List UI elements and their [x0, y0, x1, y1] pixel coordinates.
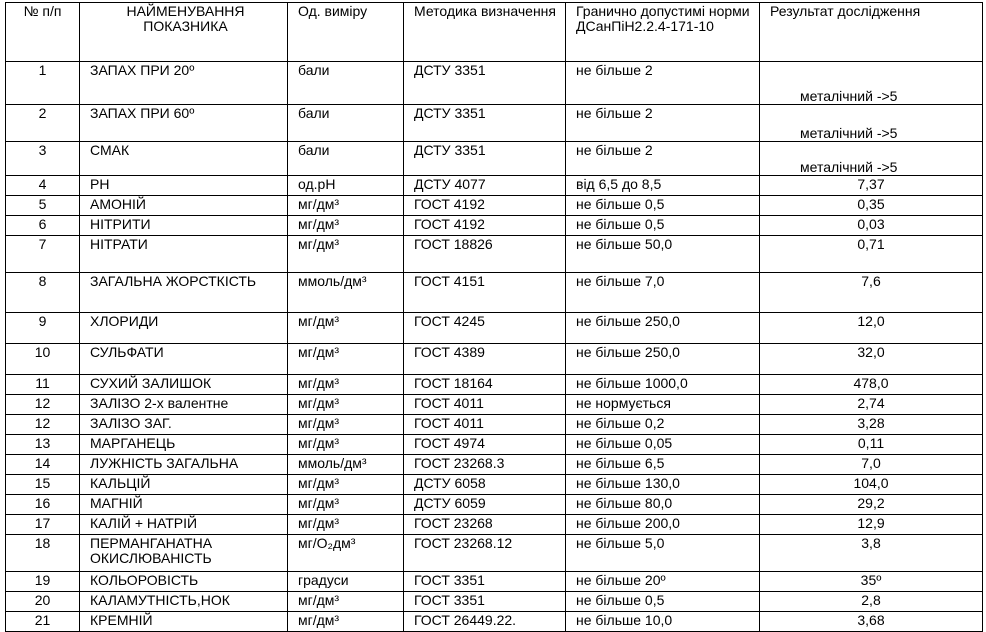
- row-method: ГОСТ 18164: [404, 375, 566, 395]
- row-name: МАГНІЙ: [80, 495, 288, 515]
- row-limit: не більше 200,0: [566, 515, 760, 535]
- row-limit: не більше 20º: [566, 572, 760, 592]
- table-row: [6, 395, 983, 415]
- row-name: СУХИЙ ЗАЛИШОК: [80, 375, 288, 395]
- table-row: [6, 236, 983, 273]
- row-number: 4: [6, 176, 80, 196]
- row-number: 11: [6, 375, 80, 395]
- row-number: 2: [6, 105, 80, 142]
- row-name: ЗАГАЛЬНА ЖОРСТКІСТЬ: [80, 273, 288, 313]
- table-row: [6, 475, 983, 495]
- row-result: 35º: [760, 572, 983, 592]
- table-header-row: [6, 3, 983, 62]
- row-method: ГОСТ 3351: [404, 572, 566, 592]
- row-unit: мг/дм³: [288, 592, 404, 612]
- row-name: ХЛОРИДИ: [80, 313, 288, 344]
- table-row: [6, 176, 983, 196]
- row-number: 12: [6, 395, 80, 415]
- row-number: 8: [6, 273, 80, 313]
- row-number: 15: [6, 475, 80, 495]
- row-unit: мг/дм³: [288, 344, 404, 375]
- row-result: металічний ->5: [760, 142, 983, 176]
- row-name: СМАК: [80, 142, 288, 176]
- row-result: 12,9: [760, 515, 983, 535]
- row-method: ГОСТ 4192: [404, 196, 566, 216]
- row-unit: мг/дм³: [288, 435, 404, 455]
- row-result: 12,0: [760, 313, 983, 344]
- row-result: 104,0: [760, 475, 983, 495]
- row-limit: не більше 0,5: [566, 592, 760, 612]
- row-unit: мг/дм³: [288, 612, 404, 632]
- row-method: ГОСТ 4389: [404, 344, 566, 375]
- row-method: ДСТУ 4077: [404, 176, 566, 196]
- row-number: 9: [6, 313, 80, 344]
- row-name: КАЛЬЦІЙ: [80, 475, 288, 495]
- table-row: [6, 216, 983, 236]
- row-method: ГОСТ 26449.22.: [404, 612, 566, 632]
- row-name: КАЛІЙ + НАТРІЙ: [80, 515, 288, 535]
- row-name: СУЛЬФАТИ: [80, 344, 288, 375]
- row-limit: не більше 1000,0: [566, 375, 760, 395]
- row-limit: не більше 50,0: [566, 236, 760, 273]
- row-limit: не більше 5,0: [566, 535, 760, 572]
- row-result: 0,11: [760, 435, 983, 455]
- row-method: ДСТУ 3351: [404, 62, 566, 105]
- row-number: 1: [6, 62, 80, 105]
- row-limit: не більше 10,0: [566, 612, 760, 632]
- table-row: [6, 455, 983, 475]
- row-limit: не більше 80,0: [566, 495, 760, 515]
- row-unit: мг/дм³: [288, 515, 404, 535]
- row-number: 16: [6, 495, 80, 515]
- header-limit: Гранично допустимі норми ДСанПіН2.2.4-171-10: [566, 3, 760, 62]
- row-limit: не більше 2: [566, 62, 760, 105]
- row-result: 2,74: [760, 395, 983, 415]
- table-row: [6, 375, 983, 395]
- row-unit: бали: [288, 142, 404, 176]
- header-name: НАЙМЕНУВАННЯ ПОКАЗНИКА: [80, 3, 288, 62]
- row-limit: не більше 7,0: [566, 273, 760, 313]
- row-method: ДСТУ 3351: [404, 142, 566, 176]
- row-number: 17: [6, 515, 80, 535]
- header-result: Результат дослідження: [760, 3, 983, 62]
- row-number: 14: [6, 455, 80, 475]
- row-number: 7: [6, 236, 80, 273]
- row-name: PH: [80, 176, 288, 196]
- row-unit: бали: [288, 105, 404, 142]
- table-row: [6, 344, 983, 375]
- row-method: ДСТУ 6059: [404, 495, 566, 515]
- row-number: 21: [6, 612, 80, 632]
- row-name: ЗАЛІЗО ЗАГ.: [80, 415, 288, 435]
- row-unit: мг/дм³: [288, 216, 404, 236]
- row-name: ЗАПАХ ПРИ 20º: [80, 62, 288, 105]
- row-method: ДСТУ 3351: [404, 105, 566, 142]
- row-number: 20: [6, 592, 80, 612]
- row-result: 29,2: [760, 495, 983, 515]
- row-limit: не більше 0,5: [566, 196, 760, 216]
- row-result: 3,68: [760, 612, 983, 632]
- row-unit: мг/дм³: [288, 236, 404, 273]
- row-number: 19: [6, 572, 80, 592]
- row-unit: ммоль/дм³: [288, 455, 404, 475]
- row-result: металічний ->5: [760, 105, 983, 142]
- row-method: ГОСТ 4974: [404, 435, 566, 455]
- table-row: [6, 435, 983, 455]
- row-method: ДСТУ 6058: [404, 475, 566, 495]
- row-unit: ммоль/дм³: [288, 273, 404, 313]
- row-name: ЗАПАХ ПРИ 60º: [80, 105, 288, 142]
- table-row: [6, 105, 983, 142]
- table-row: [6, 313, 983, 344]
- row-method: ГОСТ 23268.12: [404, 535, 566, 572]
- table-row: [6, 572, 983, 592]
- row-result: металічний ->5: [760, 62, 983, 105]
- row-name: АМОНІЙ: [80, 196, 288, 216]
- row-result: 7,37: [760, 176, 983, 196]
- row-limit: не нормується: [566, 395, 760, 415]
- table-row: [6, 515, 983, 535]
- row-name: ЛУЖНІСТЬ ЗАГАЛЬНА: [80, 455, 288, 475]
- row-result: 2,8: [760, 592, 983, 612]
- row-method: ГОСТ 23268: [404, 515, 566, 535]
- row-method: ГОСТ 4151: [404, 273, 566, 313]
- row-number: 6: [6, 216, 80, 236]
- row-name: ПЕРМАНГАНАТНА ОКИСЛЮВАНІСТЬ: [80, 535, 288, 572]
- row-number: 3: [6, 142, 80, 176]
- results-table: [5, 2, 983, 632]
- row-name: ЗАЛІЗО 2-х валентне: [80, 395, 288, 415]
- row-limit: не більше 2: [566, 142, 760, 176]
- row-limit: не більше 2: [566, 105, 760, 142]
- table-row: [6, 196, 983, 216]
- row-limit: не більше 0,05: [566, 435, 760, 455]
- row-number: 18: [6, 535, 80, 572]
- row-result: 32,0: [760, 344, 983, 375]
- header-method: Методика визначення: [404, 3, 566, 62]
- row-method: ГОСТ 3351: [404, 592, 566, 612]
- row-result: 0,35: [760, 196, 983, 216]
- row-name: МАРГАНЕЦЬ: [80, 435, 288, 455]
- row-result: 0,03: [760, 216, 983, 236]
- row-unit: градуси: [288, 572, 404, 592]
- row-number: 12: [6, 415, 80, 435]
- row-name: КРЕМНІЙ: [80, 612, 288, 632]
- row-number: 10: [6, 344, 80, 375]
- row-method: ГОСТ 4011: [404, 415, 566, 435]
- row-unit: мг/дм³: [288, 495, 404, 515]
- table-body: [6, 62, 983, 632]
- row-limit: не більше 250,0: [566, 313, 760, 344]
- row-result: 478,0: [760, 375, 983, 395]
- row-unit: мг/дм³: [288, 375, 404, 395]
- row-result: 3,8: [760, 535, 983, 572]
- row-method: ГОСТ 4011: [404, 395, 566, 415]
- row-unit: мг/дм³: [288, 415, 404, 435]
- row-name: НІТРАТИ: [80, 236, 288, 273]
- row-result: 7,6: [760, 273, 983, 313]
- row-unit: бали: [288, 62, 404, 105]
- row-limit: не більше 130,0: [566, 475, 760, 495]
- row-unit: мг/дм³: [288, 196, 404, 216]
- row-result: 3,28: [760, 415, 983, 435]
- row-name: КАЛАМУТНІСТЬ,НОК: [80, 592, 288, 612]
- row-method: ГОСТ 18826: [404, 236, 566, 273]
- table-row: [6, 535, 983, 572]
- row-unit: мг/дм³: [288, 313, 404, 344]
- row-name: КОЛЬОРОВІСТЬ: [80, 572, 288, 592]
- row-unit: мг/О₂дм³: [288, 535, 404, 572]
- table-row: [6, 62, 983, 105]
- row-limit: не більше 0,2: [566, 415, 760, 435]
- table-row: [6, 415, 983, 435]
- table-row: [6, 612, 983, 632]
- row-limit: не більше 250,0: [566, 344, 760, 375]
- row-result: 0,71: [760, 236, 983, 273]
- row-limit: від 6,5 до 8,5: [566, 176, 760, 196]
- header-unit: Од. виміру: [288, 3, 404, 62]
- row-result: 7,0: [760, 455, 983, 475]
- row-method: ГОСТ 4192: [404, 216, 566, 236]
- table-row: [6, 592, 983, 612]
- row-number: 5: [6, 196, 80, 216]
- row-method: ГОСТ 23268.3: [404, 455, 566, 475]
- header-number: № п/п: [6, 3, 80, 62]
- row-limit: не більше 6,5: [566, 455, 760, 475]
- row-method: ГОСТ 4245: [404, 313, 566, 344]
- row-unit: мг/дм³: [288, 395, 404, 415]
- row-limit: не більше 0,5: [566, 216, 760, 236]
- row-name: НІТРИТИ: [80, 216, 288, 236]
- row-unit: од.pH: [288, 176, 404, 196]
- row-number: 13: [6, 435, 80, 455]
- table-row: [6, 495, 983, 515]
- table-row: [6, 142, 983, 176]
- table-row: [6, 273, 983, 313]
- row-unit: мг/дм³: [288, 475, 404, 495]
